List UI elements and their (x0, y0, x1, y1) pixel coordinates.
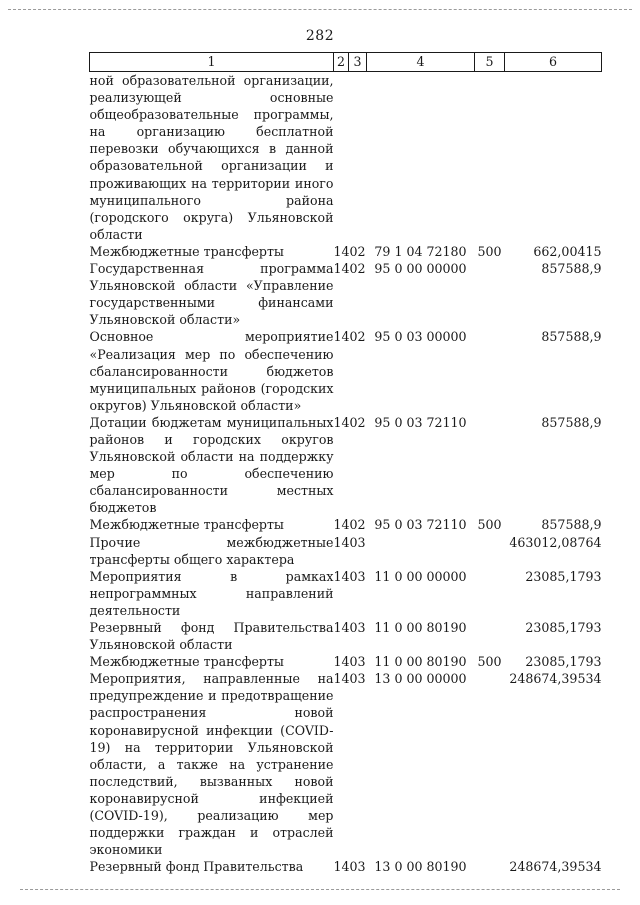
cell-rz: 14 (333, 414, 350, 430)
cell-rz (334, 72, 349, 243)
cell-pr: 03 (349, 534, 366, 550)
cell-csr: 95 0 03 00000 (374, 329, 467, 345)
cell-pr: 02 (349, 329, 366, 345)
cell-name: Основное мероприятие «Реализация мер по обеспечению сбалансированности бюджетов муниципальных районов (городских округов) Ульяновской области» (89, 329, 334, 413)
cell-pr: 03 (349, 671, 366, 687)
cell-csr: 79 1 04 72180 (374, 243, 467, 259)
page-number: 282 (305, 28, 335, 44)
table-row (90, 243, 602, 260)
cell-pr: 02 (349, 414, 366, 430)
table-row (90, 516, 602, 533)
cell-name: Межбюджетные трансферты (89, 654, 284, 670)
cell-rz: 14 (333, 654, 350, 670)
table-header-row (90, 53, 602, 72)
cell-sum: 857588,9 (541, 261, 602, 277)
cell-csr: 13 0 00 80190 (374, 859, 467, 875)
cell-rz: 14 (333, 329, 350, 345)
cell-pr (349, 72, 367, 243)
cell-csr: 11 0 00 80190 (374, 620, 467, 635)
scan-edge-bottom (20, 889, 620, 890)
cell-vr: 500 (477, 654, 502, 670)
cell-sum: 23085,1793 (525, 654, 602, 670)
cell-vr (475, 619, 505, 653)
cell-name: Прочие межбюджетные трансферты общего характера (89, 534, 334, 567)
column-header-4: 4 (367, 53, 475, 72)
table-row (90, 534, 602, 568)
cell-vr: 500 (477, 243, 502, 259)
cell-name: Дотации бюджетам муниципальных районов и городских округов Ульяновской области на поддержку мер по обеспечению сбалансированности местных бюджетов (89, 414, 334, 516)
cell-csr (367, 72, 475, 243)
cell-csr: 11 0 00 00000 (374, 568, 467, 584)
cell-sum: 463012,08764 (509, 534, 602, 550)
cell-pr: 03 (349, 568, 366, 584)
cell-vr (475, 328, 505, 413)
cell-vr (475, 858, 505, 875)
cell-pr: 03 (349, 859, 366, 875)
cell-sum: 248674,39534 (509, 671, 602, 687)
cell-rz: 14 (333, 534, 350, 550)
cell-pr: 02 (349, 243, 366, 259)
cell-rz: 14 (333, 620, 350, 635)
cell-pr: 03 (349, 620, 366, 635)
cell-pr: 02 (349, 261, 366, 277)
cell-sum: 857588,9 (541, 414, 602, 430)
cell-sum (505, 72, 602, 243)
cell-csr: 95 0 00 00000 (374, 261, 467, 277)
table-row (90, 619, 602, 653)
table-row (90, 670, 602, 858)
cell-name: Резервный фонд Правительства Ульяновской области (89, 620, 334, 653)
cell-sum: 23085,1793 (525, 620, 602, 635)
budget-table (89, 52, 602, 875)
table-row (90, 328, 602, 413)
cell-sum: 857588,9 (541, 517, 602, 533)
cell-vr (475, 568, 505, 619)
table-row (90, 568, 602, 619)
cell-csr: 13 0 00 00000 (374, 671, 467, 687)
cell-vr (475, 670, 505, 858)
cell-sum: 662,00415 (533, 243, 602, 259)
cell-name: Резервный фонд Правительства (89, 859, 304, 875)
cell-vr (475, 72, 505, 243)
cell-rz: 14 (333, 243, 350, 259)
cell-csr: 95 0 03 72110 (374, 517, 467, 533)
cell-vr (475, 260, 505, 328)
column-header-2: 2 (334, 53, 349, 72)
column-header-6: 6 (505, 53, 602, 72)
cell-name: Межбюджетные трансферты (89, 517, 284, 533)
scan-edge-top (8, 9, 632, 10)
cell-rz: 14 (333, 859, 350, 875)
cell-name: Межбюджетные трансферты (89, 243, 284, 259)
cell-rz: 14 (333, 568, 350, 584)
cell-sum: 248674,39534 (509, 859, 602, 875)
cell-sum: 23085,1793 (525, 568, 602, 584)
table-row (90, 72, 602, 243)
cell-csr: 95 0 03 72110 (374, 414, 467, 430)
table-row (90, 260, 602, 328)
table-row (90, 858, 602, 875)
table-row (90, 414, 602, 517)
cell-pr: 03 (349, 654, 366, 670)
cell-csr: 11 0 00 80190 (374, 654, 467, 670)
column-header-5: 5 (475, 53, 505, 72)
table-body (90, 72, 602, 876)
cell-rz: 14 (333, 517, 350, 533)
cell-sum: 857588,9 (541, 329, 602, 345)
cell-rz: 14 (333, 261, 350, 277)
column-header-1: 1 (90, 53, 334, 72)
cell-pr: 02 (349, 517, 366, 533)
cell-name: ной образовательной организации, реализующей основные общеобразовательные программы, на организацию бесплатной перевозки обучающихся в данной образовательной организации и проживающих на территории иного муниципального района (городского округа) Ульяновской области (89, 73, 334, 242)
column-header-3: 3 (349, 53, 367, 72)
table-row (90, 653, 602, 670)
cell-name: Государственная программа Ульяновской области «Управление государственными финансами Ульяновской области» (89, 261, 334, 328)
cell-csr (367, 534, 475, 568)
cell-name: Мероприятия в рамках непрограммных направлений деятельности (89, 568, 334, 618)
cell-vr (475, 414, 505, 517)
cell-vr (475, 534, 505, 568)
cell-rz: 14 (333, 671, 350, 687)
cell-name: Мероприятия, направленные на предупреждение и предотвращение распространения новой коронавирусной инфекции (COVID-19) на территории Ульяновской области, а также на устранение последствий, вызванных новой коронавирусной инфекцией (COVID-19), реализацию мер поддержки граждан и отраслей экономики (89, 671, 334, 858)
cell-vr: 500 (477, 517, 502, 533)
